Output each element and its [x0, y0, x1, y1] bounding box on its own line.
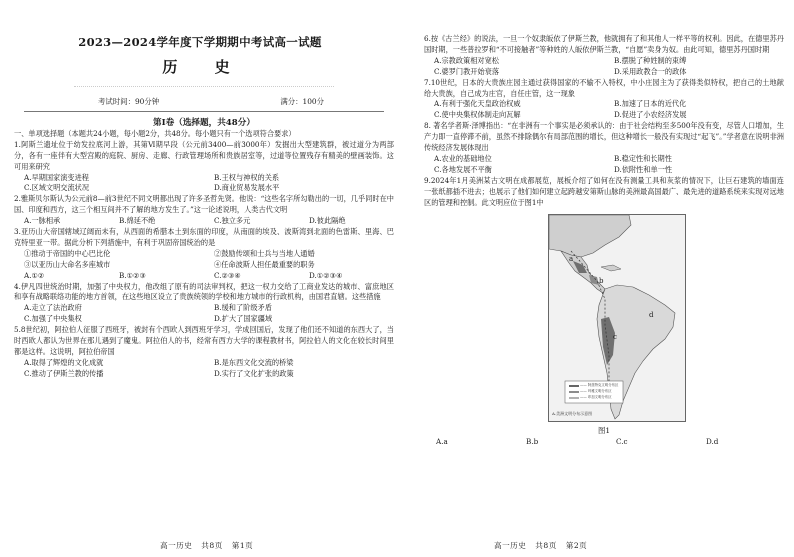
option-b: B.①②③	[119, 270, 146, 280]
map-legend	[580, 382, 618, 400]
option-c: C.推动了伊斯兰教的传播	[24, 368, 104, 378]
option-b: B.摆脱了种姓制的束缚	[614, 55, 687, 65]
option-a: A.农业的基础地位	[434, 153, 492, 163]
option-b: B.绵延不绝	[119, 216, 156, 226]
option-a: A.一脉相承	[24, 216, 61, 226]
question-4: 4.伊凡四世统治时期，加强了中央权力，他改组了原有的司法审判权，把这一权力交给了工商业发达的城市、富庶地区和享有战略联络功能的地方首领，在这些地区设立了贵族统领的学校和地方城市的行政机构，由国君直辖。这些措施	[14, 281, 394, 302]
question-7-options	[424, 99, 784, 121]
figure-label: 图1	[597, 425, 611, 435]
option-d: D.扩大了国家疆域	[214, 314, 273, 324]
option-d: D.采用政教合一的政体	[614, 66, 687, 76]
question-4-options	[14, 303, 394, 325]
question-5: 5.8世纪初，阿拉伯人征服了西班牙，被封有个西欧人到西班牙学习，学成回国后，发现了他们还不知道的东西大了，当时西欧人都认为世界在那儿遇到了魔鬼。阿拉伯人的书，经常有西方大学的课程教材书，阿拉伯人的文化在较长时间里都是这样。这说明，阿拉伯帝国	[14, 325, 394, 357]
statement-3: ③以亚历山大命名多座城市	[24, 259, 111, 269]
option-a: A.有利于强化天皇政治权威	[434, 99, 521, 109]
question-1: 1.阿斯兰遗址位于幼发拉底河上游，其第Ⅵ期早段（公元前3400—前3000年）发掘出大型建筑群，被过道分为两部分，各有一座伴有大型宫殿的庭院、厨房、走廊、行政管理场所和贵族居室等，过道等位置残存有精美的壁画装饰。这可用来研究	[14, 139, 394, 171]
subject-title: 历 史	[162, 58, 246, 76]
option-b: B.b	[526, 436, 539, 446]
question-9-options	[424, 436, 784, 447]
option-a: A.走立了法治政府	[24, 303, 82, 313]
exam-score: 满分：100分	[280, 97, 324, 106]
map-caption: A.美洲文明分布示意图	[552, 410, 593, 416]
option-b: B.稳定性和长期性	[614, 153, 672, 163]
legend-maya: —— 玛雅文明分布区	[580, 388, 612, 393]
question-2-options	[14, 216, 394, 227]
question-5-options	[14, 358, 394, 380]
option-a: A.宗教政策相对宽松	[434, 55, 499, 65]
option-c: C.各地发展不平衡	[434, 164, 492, 174]
option-c: C.使中央集权体制走向瓦解	[434, 110, 521, 120]
option-a: A.早期国家演变进程	[24, 172, 89, 182]
question-2: 2.雅斯贝尔斯认为公元前8—前3世纪不同文明都出现了许多圣哲先贤。他说：“这些名字所勾勒出的一切，几乎同时在中国、印度和西方，这三个相互间并不了解的地方发生了。”这一论述说明，人类古代文明	[14, 194, 394, 215]
option-c: C.区域文明交流状况	[24, 183, 90, 193]
question-3: 3.亚历山大帝国辖域辽阔而未有，从西面的希腊本土到东面的印度，从南面的埃及、波斯湾到北面的色雷斯、里海、巴克特里亚一带。据此分析下列措施中，有利于巩固帝国统治的是	[14, 227, 394, 247]
option-c: C.独立多元	[214, 216, 251, 226]
option-d: D.实行了文化扩张的政策	[214, 368, 294, 378]
map-label-c: c	[613, 332, 617, 341]
option-b: B.加速了日本的近代化	[614, 99, 687, 109]
statement-4: ④任命波斯人担任最重要的职务	[214, 259, 315, 269]
option-b: B.王权与神权的关系	[214, 172, 280, 182]
exam-time: 考试时间：90分钟	[98, 97, 160, 106]
option-d: D.d	[706, 436, 719, 446]
option-d: D.促进了小农经济发展	[614, 110, 687, 120]
americas-map	[548, 214, 686, 422]
question-3-statements	[14, 249, 394, 271]
page-2-footer: 高一历史 共8页 第2页	[494, 541, 588, 550]
maya-area	[589, 275, 599, 285]
blank-line	[74, 80, 334, 92]
option-c: C.②③④	[214, 270, 241, 280]
option-b: B.是东西文化交流的桥梁	[214, 357, 294, 367]
option-c: C.c	[616, 436, 628, 446]
option-c: C.加强了中央集权	[24, 314, 82, 324]
option-d: D.①②③④	[309, 270, 343, 280]
question-6: 6.按《古兰经》的说法，一旦一个奴隶皈依了伊斯兰教，他就拥有了和其他人一样平等的权利。因此，在德里苏丹国时期，一些普拉罗和“不可接触者”等种姓的人皈依伊斯兰教，“自愿”卖身为奴。由此可知，德里苏丹国时期	[424, 34, 784, 54]
volume-heading: 第Ⅰ卷（选择题，共48分）	[153, 118, 255, 128]
question-8-options	[424, 154, 784, 176]
statement-2: ②鼓励传颂和士兵与当地人通婚	[214, 248, 315, 258]
option-d: D.彼此隔绝	[309, 216, 346, 226]
question-9: 9.2024年1月美洲某古文明在成都展览，展板介绍了如何在没有测量工具和灰浆的情况下，让巨石建筑的墙面连一张纸都插不进去；也展示了他们如何建立起跨越安第斯山脉的美洲最高国最广、最先进的道路系统来实现对远地区的管理和控制。此文明应位于图1中	[424, 175, 784, 207]
question-1-options	[14, 173, 394, 195]
question-8: 8. 著名学者斯·泽博指出：“在非洲有一个事实是必须承认的：由于社会结构至多500年没有变，尽管人口增加，生产力即一直停滞不前，虽然不排除偶尔有局部范围的增长，但这种增长一般没有实现过“起飞”。”学者意在说明非洲传统经济发展体现出	[424, 121, 784, 153]
option-d: D.商业贸易发展水平	[214, 183, 280, 193]
option-b: B.缓和了阶级矛盾	[214, 303, 272, 313]
page-1-footer: 高一历史 共8页 第1页	[160, 541, 254, 550]
option-d: D.依附性和单一性	[614, 164, 673, 174]
legend-inca: —— 印加文明分布区	[580, 394, 612, 399]
exam-meta	[14, 96, 394, 107]
divider	[24, 111, 384, 112]
map-label-d: d	[649, 310, 654, 319]
option-a: A.取得了辉煌的文化成就	[24, 357, 104, 367]
option-a: A.①②	[24, 270, 45, 280]
question-6-options	[424, 56, 784, 78]
section-heading: 一、单项选择题（本题共24小题，每小题2分，共48分。每小题只有一个选项符合要求）	[14, 129, 296, 138]
statement-1: ①推动于帝国的中心巴比伦	[24, 248, 111, 258]
map-label-a: a	[569, 254, 574, 263]
option-a: A.a	[436, 436, 448, 446]
exam-title: 2023—2024学年度下学期期中考试高一试题	[78, 35, 322, 49]
question-3-options	[14, 271, 394, 282]
question-7: 7.10世纪，日本的大贵族庄园主通过获得国家的不输不入特权，中小庄园主为了获得类似特权，把自己的土地献给大贵族，自己成为庄官，自任庄管，这一现象	[424, 77, 784, 98]
option-c: C.婆罗门教开始衰落	[434, 66, 500, 76]
map-label-b: b	[599, 276, 604, 285]
legend-aztec: —— 阿兹特克文明分布区	[580, 382, 619, 387]
page-2	[402, 0, 794, 557]
